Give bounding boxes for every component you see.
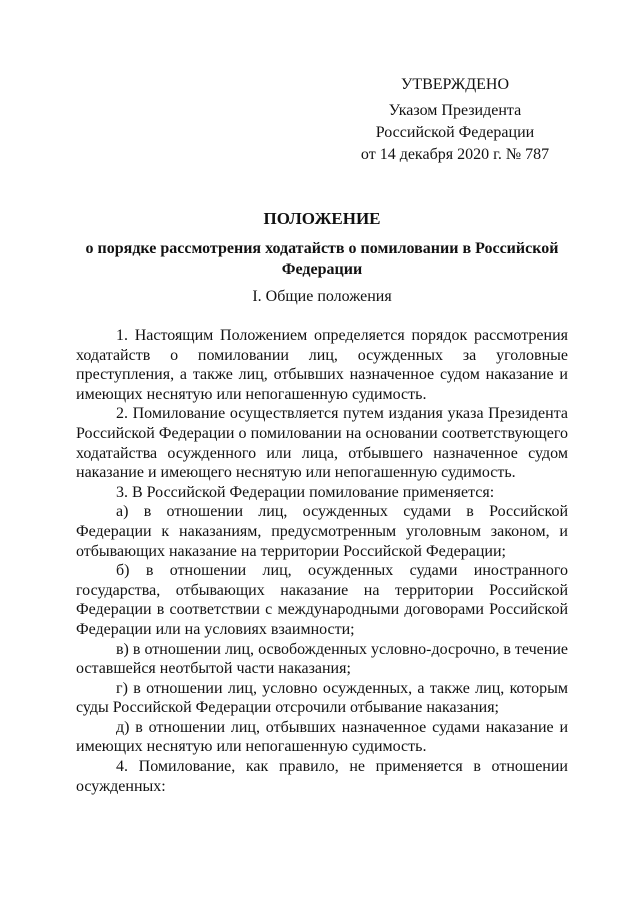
approval-line-date: от 14 декабря 2020 г. № 787 bbox=[360, 146, 550, 163]
title-block bbox=[76, 208, 568, 280]
paragraph-3: 3. В Российской Федерации помилование применяется: bbox=[116, 483, 495, 501]
paragraph-3v: в) в отношении лиц, освобожденных условно-досрочно, в течение оставшейся неотбытой части наказания; bbox=[76, 640, 568, 678]
approval-block bbox=[340, 74, 570, 166]
section-heading: I. Общие положения bbox=[252, 288, 392, 305]
paragraph-1: 1. Настоящим Положением определяется порядок рассмотрения ходатайств о помиловании лиц, осужденных за уголовные преступления, а также лиц, отбывших назначенное судом наказание и имеющих неснятую или непогашенную судимость. bbox=[76, 327, 568, 403]
paragraph-3a: а) в отношении лиц, осужденных судами в Российской Федерации к наказаниям, предусмотренным уголовным законом, и отбывающих наказание на территории Российской Федерации; bbox=[76, 503, 568, 560]
paragraph-3d: д) в отношении лиц, отбывших назначенное судами наказание и имеющих неснятую или непогашенную судимость. bbox=[76, 718, 568, 756]
paragraph-3g: г) в отношении лиц, условно осужденных, а также лиц, которым суды Российской Федерации отсрочили отбывание наказания; bbox=[76, 679, 568, 717]
paragraph-3b: б) в отношении лиц, осужденных судами иностранного государства, отбывающих наказание на территории Российской Федерации в соответствии с международными договорами Российской Федерации или на условиях взаимности; bbox=[76, 562, 568, 638]
paragraph-4: 4. Помилование, как правило, не применяется в отношении осужденных: bbox=[76, 758, 568, 795]
approval-stamp: УТВЕРЖДЕНО bbox=[400, 76, 509, 93]
paragraph-2: 2. Помилование осуществляется путем издания указа Президента Российской Федерации о помиловании на основании соответствующего ходатайства осужденного или лица, отбывшего назначенное судом наказание и имеющего неснятую или непогашенную судимость. bbox=[76, 405, 568, 482]
document-subtitle: о порядке рассмотрения ходатайств о помиловании в Российской Федерации bbox=[85, 240, 559, 278]
approval-line-country: Российской Федерации bbox=[375, 124, 535, 141]
document-title: ПОЛОЖЕНИЕ bbox=[263, 209, 381, 228]
approval-line-decree: Указом Президента bbox=[388, 102, 522, 119]
document-body bbox=[76, 326, 568, 796]
